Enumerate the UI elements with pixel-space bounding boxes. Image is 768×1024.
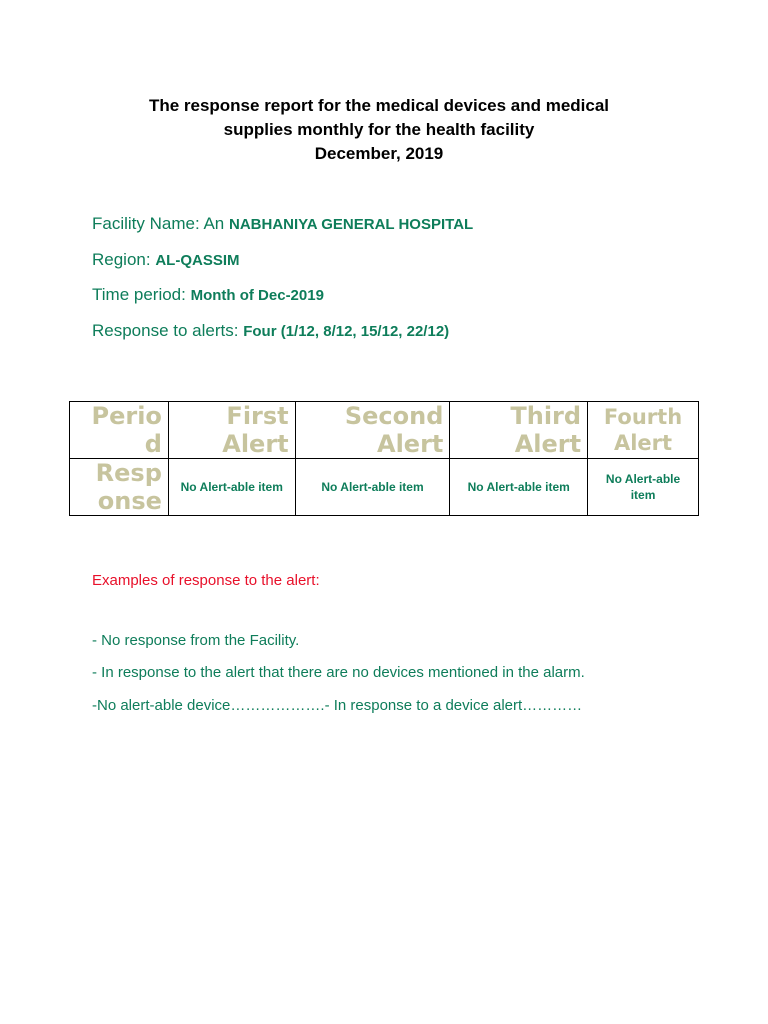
example-line-2: - In response to the alert that there are no devices mentioned in the alarm. bbox=[92, 664, 585, 681]
cell-fourth-alert: No Alert-able item bbox=[588, 459, 699, 516]
facility-name-value: NABHANIYA GENERAL HOSPITAL bbox=[229, 216, 474, 233]
time-period-line bbox=[92, 285, 324, 305]
response-to-alerts-line bbox=[92, 321, 449, 341]
table-header-row bbox=[70, 402, 699, 459]
header-second-alert: Second Alert bbox=[295, 402, 450, 459]
region-label: Region: bbox=[92, 250, 156, 269]
response-to-alerts-label: Response to alerts: bbox=[92, 321, 244, 340]
alerts-table bbox=[69, 401, 699, 516]
title-line-1: The response report for the medical devices and medical bbox=[148, 96, 610, 115]
facility-name-line bbox=[92, 214, 473, 234]
header-third-alert: Third Alert bbox=[450, 402, 588, 459]
example-line-3: -No alert-able device……………….- In response to a device alert………… bbox=[92, 697, 583, 714]
header-period: Perio d bbox=[70, 402, 169, 459]
header-first-alert: First Alert bbox=[168, 402, 295, 459]
region-value: AL-QASSIM bbox=[155, 252, 240, 269]
cell-third-alert: No Alert-able item bbox=[450, 459, 588, 516]
example-line-1: - No response from the Facility. bbox=[92, 632, 300, 649]
response-to-alerts-value: Four (1/12, 8/12, 15/12, 22/12) bbox=[243, 323, 450, 340]
cell-second-alert: No Alert-able item bbox=[295, 459, 450, 516]
time-period-label: Time period: bbox=[92, 285, 191, 304]
row-label-response: Resp onse bbox=[70, 459, 169, 516]
facility-name-label: Facility Name: An bbox=[92, 214, 229, 233]
time-period-value: Month of Dec-2019 bbox=[190, 287, 324, 304]
title-line-3: December, 2019 bbox=[314, 144, 444, 163]
report-title bbox=[0, 94, 758, 166]
table-row bbox=[70, 459, 699, 516]
title-line-2: supplies monthly for the health facility bbox=[223, 120, 535, 139]
cell-first-alert: No Alert-able item bbox=[168, 459, 295, 516]
header-fourth-alert: Fourth Alert bbox=[588, 402, 699, 459]
examples-heading: Examples of response to the alert: bbox=[92, 572, 320, 589]
region-line bbox=[92, 250, 240, 270]
